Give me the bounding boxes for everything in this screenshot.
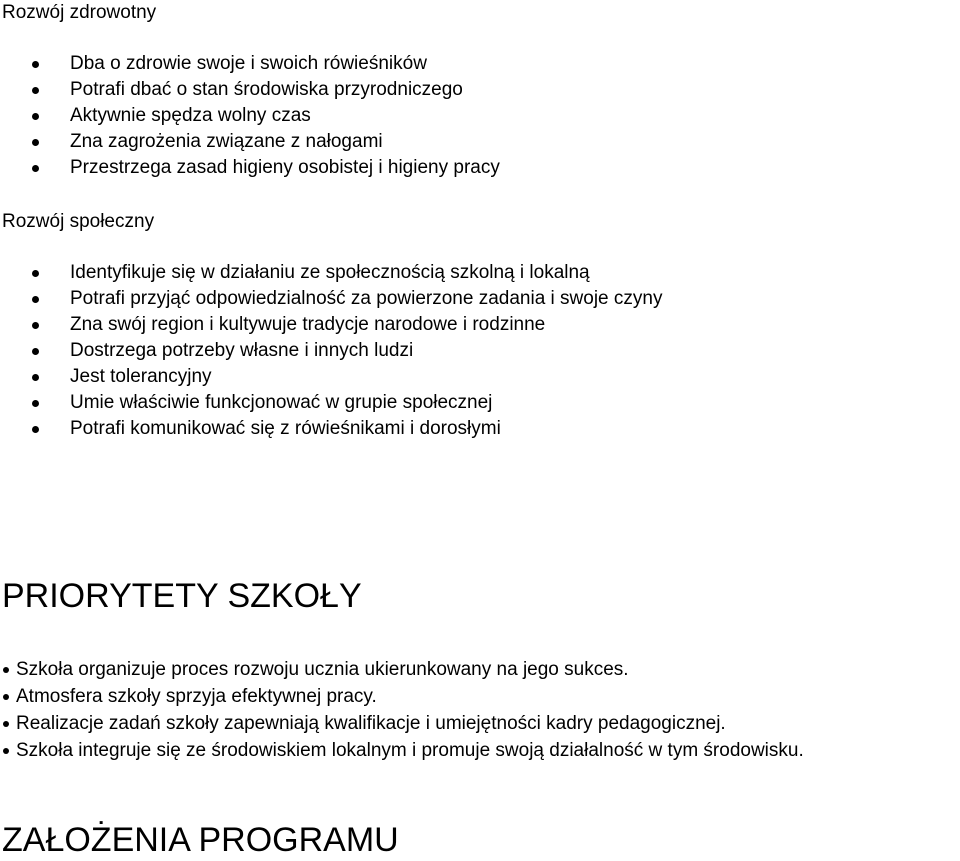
bullet-icon bbox=[32, 61, 39, 68]
section-title-priorities: PRIORYTETY SZKOŁY bbox=[2, 577, 362, 615]
bullet-icon bbox=[32, 113, 39, 120]
bullet-icon bbox=[32, 270, 39, 277]
bullet-icon bbox=[32, 165, 39, 172]
bullet-icon bbox=[3, 748, 9, 754]
bullet-icon bbox=[32, 426, 39, 433]
bullet-icon bbox=[32, 348, 39, 355]
bullet-icon bbox=[3, 721, 9, 727]
bullet-icon bbox=[32, 139, 39, 146]
bullet-icon bbox=[3, 667, 9, 673]
section-title-health: Rozwój zdrowotny bbox=[2, 2, 157, 23]
bullet-icon bbox=[3, 694, 9, 700]
bullet-icon bbox=[32, 374, 39, 381]
bullet-icon bbox=[32, 87, 39, 94]
bullet-icon bbox=[32, 296, 39, 303]
bullet-icon bbox=[32, 400, 39, 407]
section-title-social: Rozwój społeczny bbox=[2, 211, 155, 232]
section-title-program: ZAŁOŻENIA PROGRAMU bbox=[2, 821, 399, 859]
bullet-icon bbox=[32, 322, 39, 329]
